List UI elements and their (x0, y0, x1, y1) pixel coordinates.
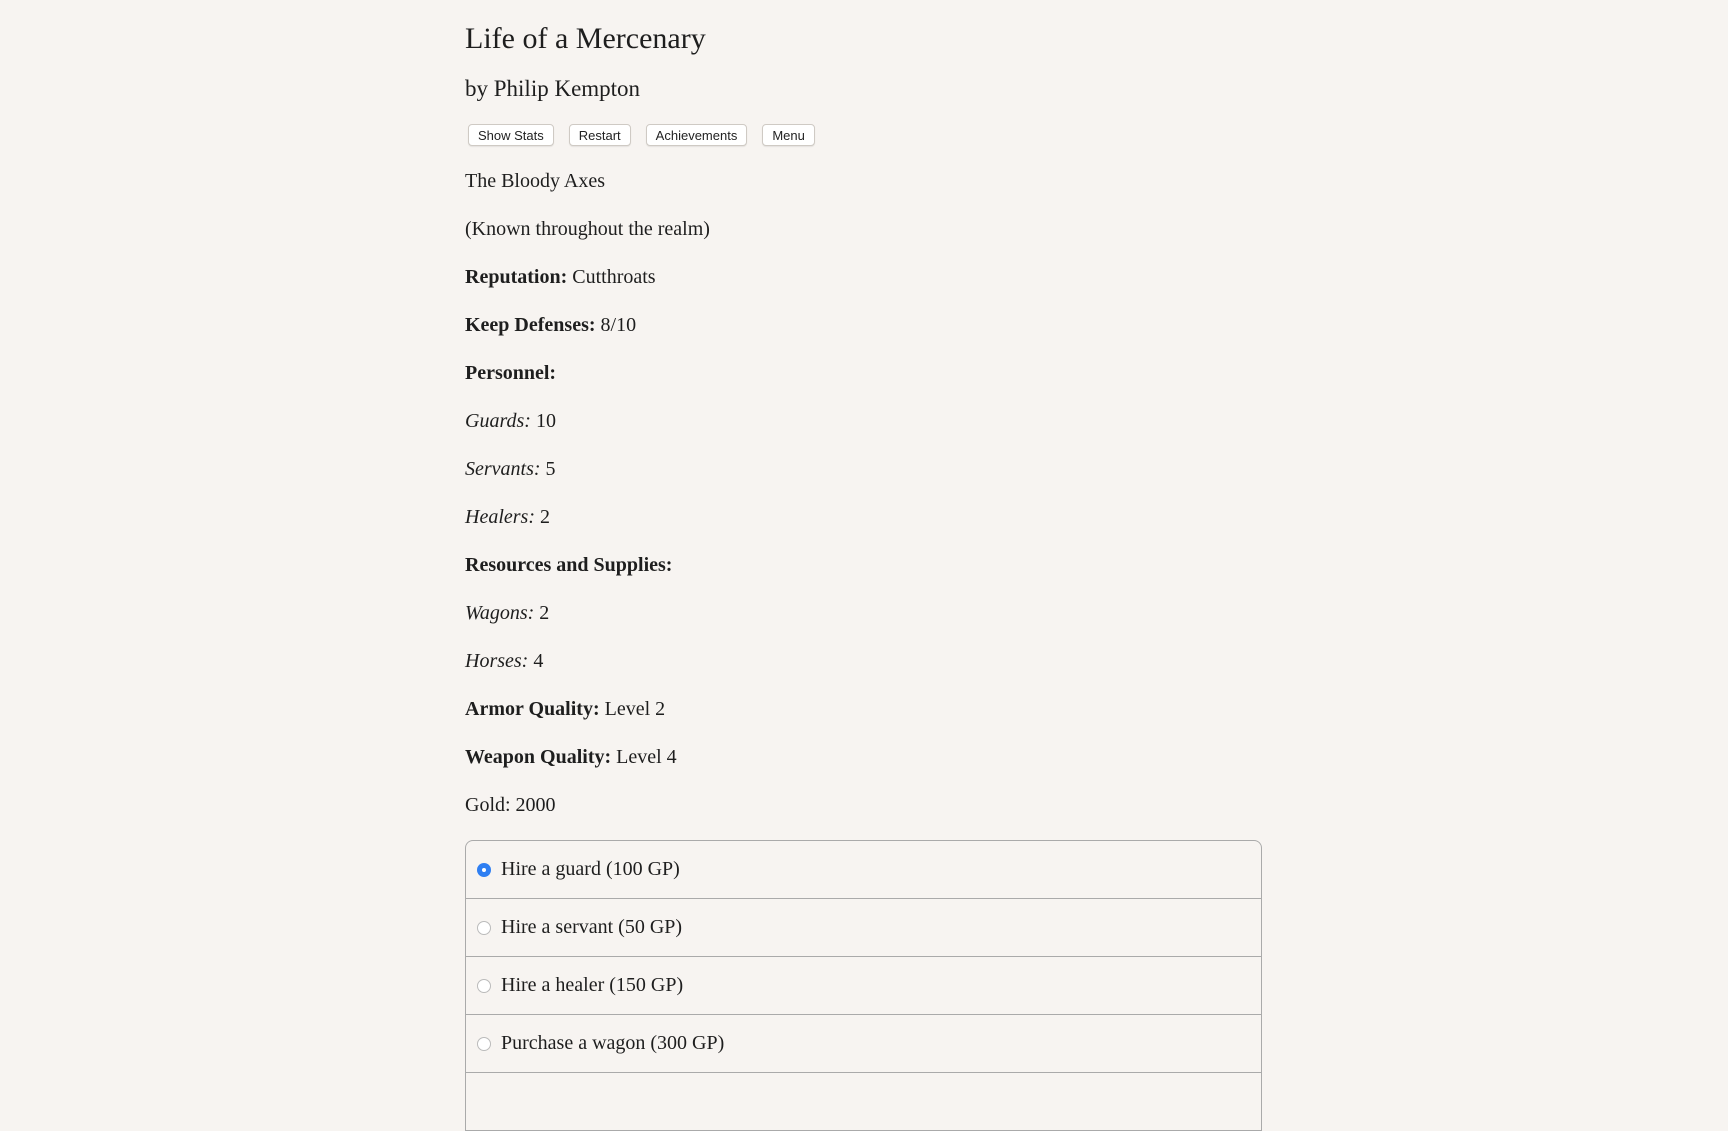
horses-line (465, 647, 710, 695)
radio-selected-icon[interactable] (477, 863, 491, 877)
menu-button[interactable]: Menu (762, 124, 815, 146)
reputation-value: Cutthroats (567, 266, 656, 288)
choice-label: Hire a guard (100 GP) (501, 858, 680, 880)
weapon-value: Level 4 (611, 746, 677, 768)
stats-text (465, 167, 710, 839)
horses-value: 4 (528, 650, 544, 672)
healers-line (465, 503, 710, 551)
keep-defenses-line (465, 311, 710, 359)
choice-list (465, 840, 1262, 1131)
guards-value: 10 (530, 410, 556, 432)
fame-text: (Known throughout the realm) (465, 218, 710, 240)
servants-line (465, 455, 710, 503)
resources-label: Resources and Supplies: (465, 554, 673, 576)
guards-label: Guards: (465, 410, 531, 432)
horses-label: Horses: (465, 650, 529, 672)
radio-icon[interactable] (477, 921, 491, 935)
reputation-label: Reputation: (465, 266, 568, 288)
choice-hire-healer[interactable] (466, 957, 1261, 1015)
wagons-label: Wagons: (465, 602, 535, 624)
armor-value: Level 2 (599, 698, 666, 720)
resources-heading (465, 551, 710, 599)
choice-label: Hire a servant (50 GP) (501, 916, 683, 938)
toolbar (468, 124, 815, 146)
reputation-line (465, 263, 710, 311)
armor-label: Armor Quality: (465, 698, 600, 720)
game-title: Life of a Mercenary (465, 22, 706, 55)
servants-label: Servants: (465, 458, 541, 480)
weapon-line (465, 743, 710, 791)
servants-value: 5 (540, 458, 556, 480)
choice-next[interactable] (466, 1073, 1261, 1131)
restart-button[interactable]: Restart (569, 124, 631, 146)
healers-label: Healers: (465, 506, 535, 528)
choice-purchase-wagon[interactable] (466, 1015, 1261, 1073)
keep-defenses-label: Keep Defenses: (465, 314, 596, 336)
choice-hire-guard[interactable] (466, 841, 1261, 899)
achievements-button[interactable]: Achievements (646, 124, 748, 146)
choice-label: Hire a healer (150 GP) (501, 974, 684, 996)
show-stats-button[interactable]: Show Stats (468, 124, 554, 146)
choice-hire-servant[interactable] (466, 899, 1261, 957)
wagons-value: 2 (534, 602, 550, 624)
personnel-heading (465, 359, 710, 407)
radio-icon[interactable] (477, 1037, 491, 1051)
author-byline: by Philip Kempton (465, 76, 641, 101)
healers-value: 2 (534, 506, 550, 528)
radio-icon[interactable] (477, 979, 491, 993)
choice-label: Purchase a wagon (300 GP) (501, 1032, 725, 1054)
personnel-label: Personnel: (465, 362, 557, 384)
wagons-line (465, 599, 710, 647)
keep-defenses-value: 8/10 (595, 314, 637, 336)
guards-line (465, 407, 710, 455)
weapon-label: Weapon Quality: (465, 746, 612, 768)
company-name: The Bloody Axes (465, 170, 605, 192)
armor-line (465, 695, 710, 743)
gold-line: Gold: 2000 (465, 794, 556, 816)
